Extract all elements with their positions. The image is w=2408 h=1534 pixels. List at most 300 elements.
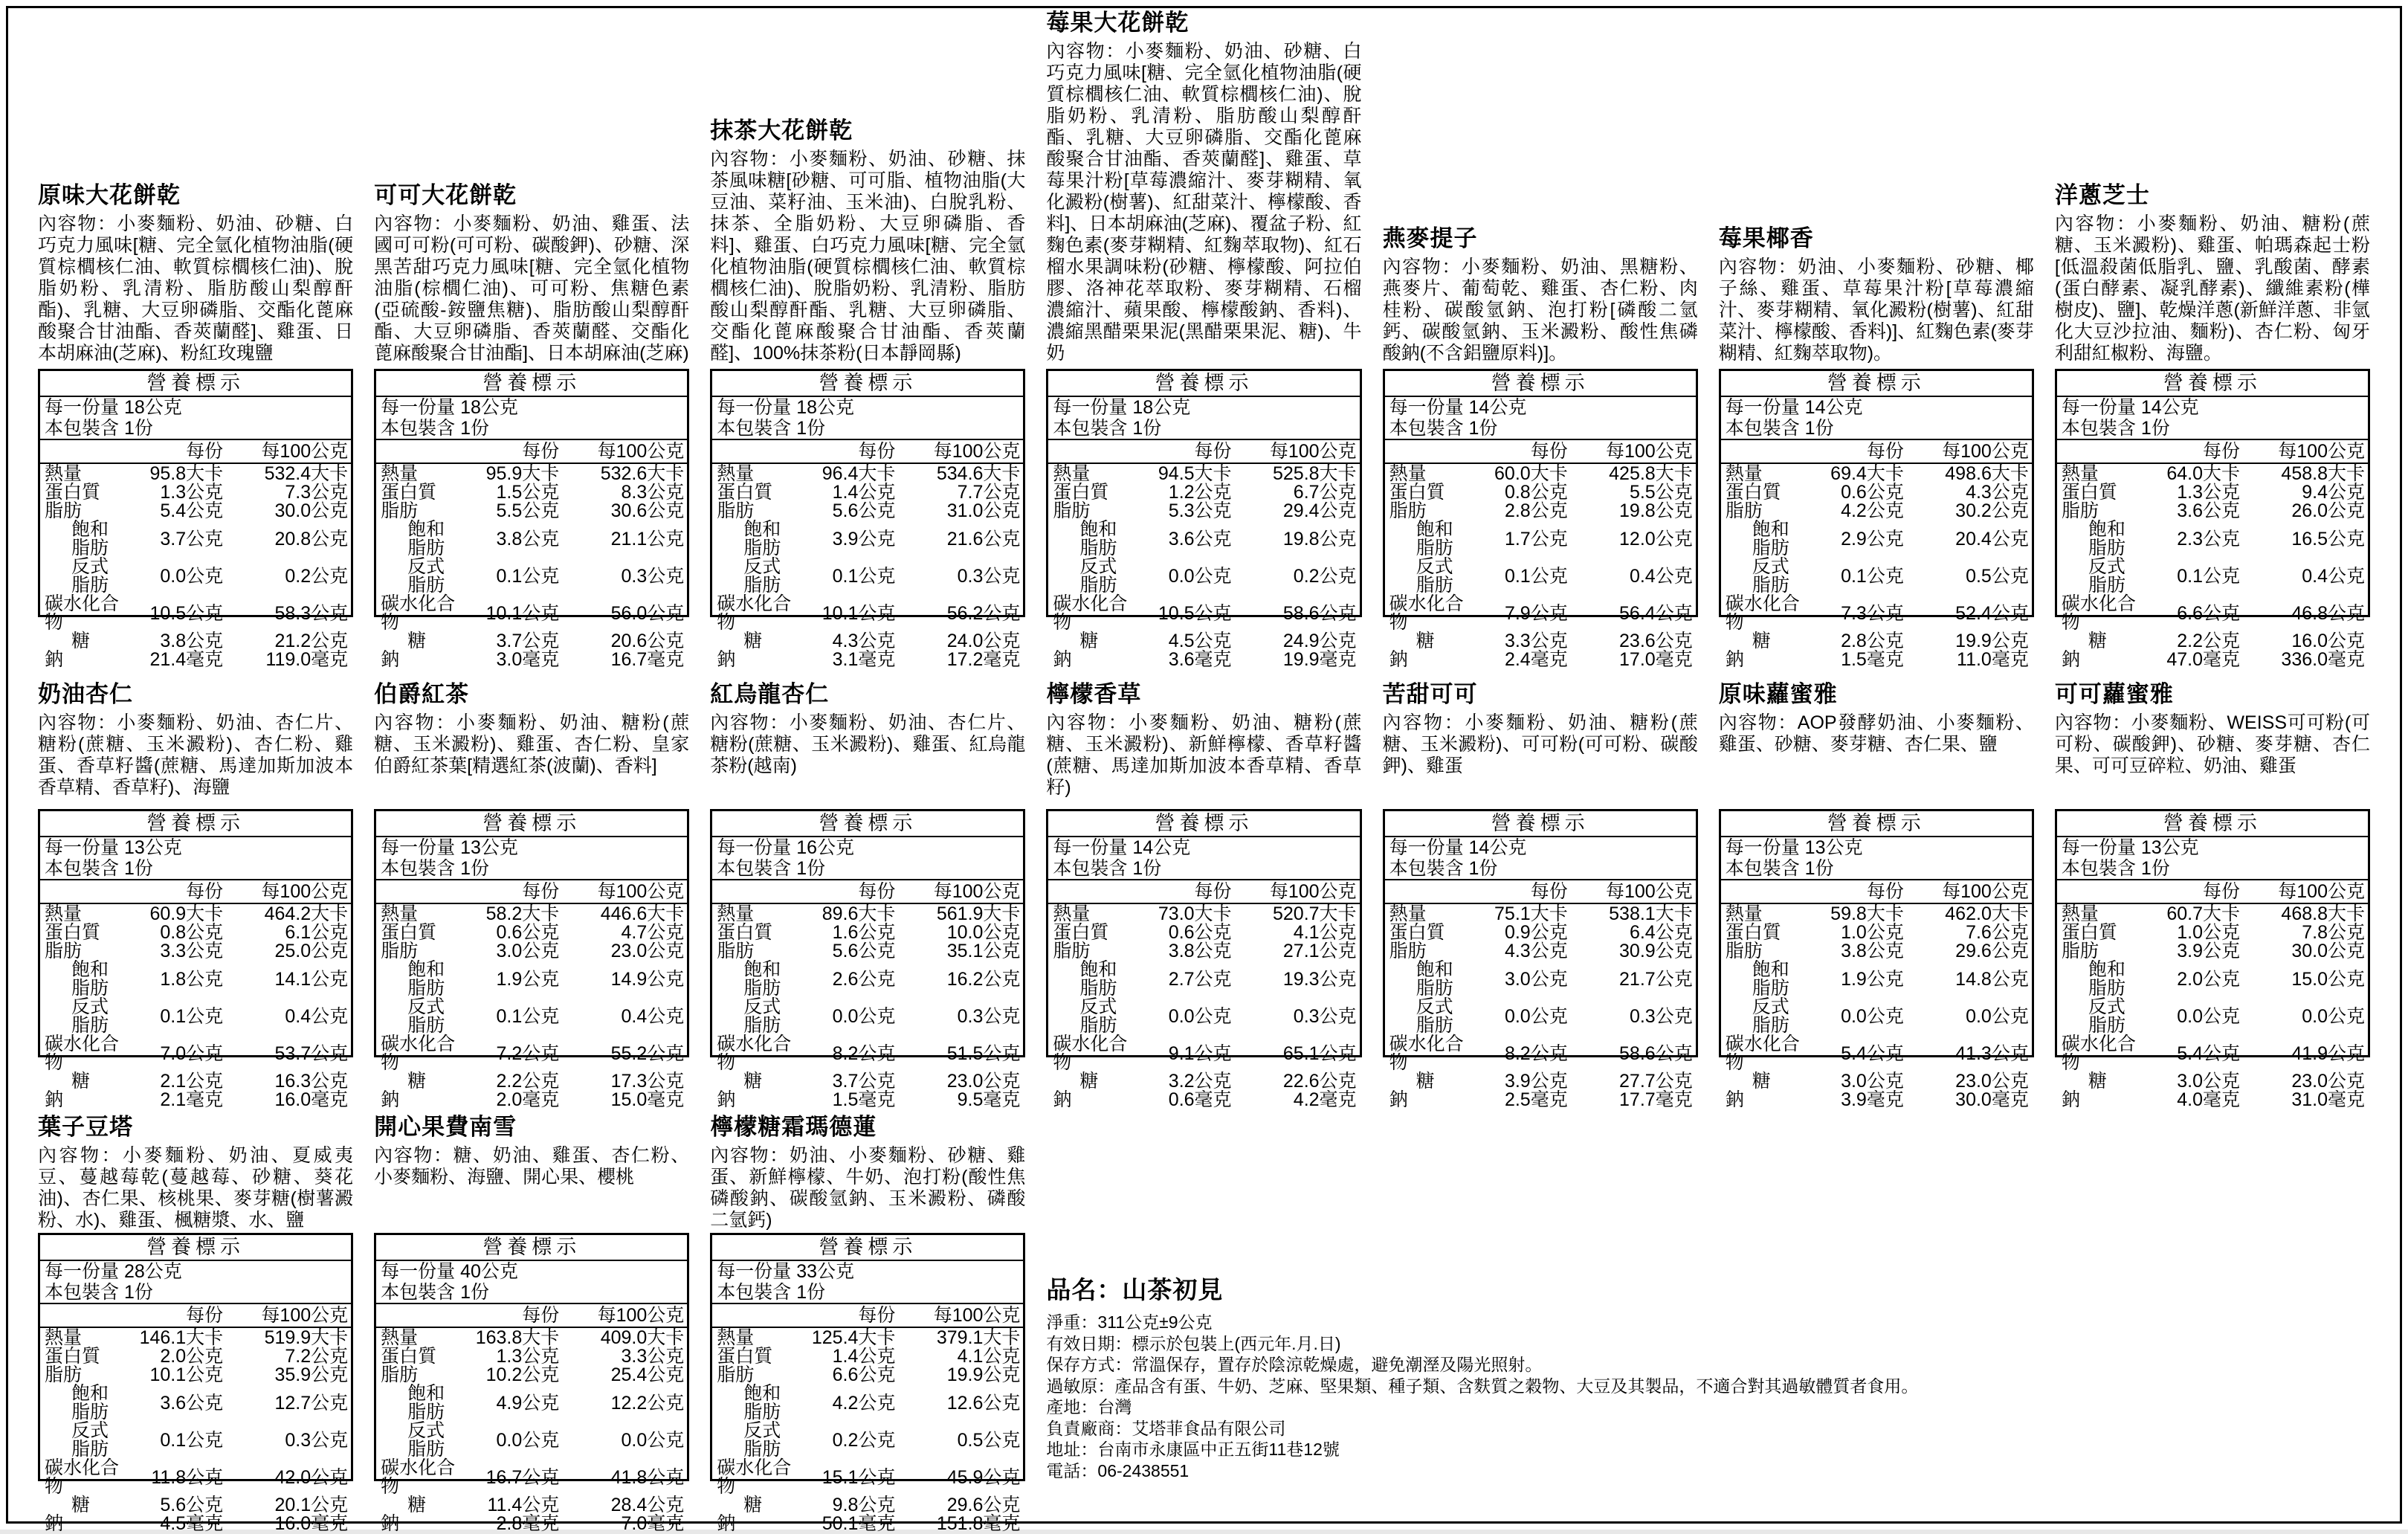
row-label: 反式脂肪 [407,556,445,596]
nutrition-row-fat [1389,942,1693,961]
package-line [381,858,687,879]
value-per-100g: 6.1公克 [285,922,349,943]
value-per-serving: 5.6公克 [832,941,896,961]
serving-size-label: 每一份量 [717,837,792,858]
nutrition-row-calories [2062,905,2365,924]
product-info-block [1046,1057,2370,1481]
value-per-serving: 0.1公克 [832,565,896,587]
column-spacer [40,440,119,463]
row-label: 熱量 [2061,903,2099,924]
nutrition-row-trans-fat [1053,998,1356,1035]
row-label: 鈉 [717,649,736,670]
value-per-100g: 19.8公克 [1619,500,1693,521]
value-per-serving: 1.7公克 [1504,528,1568,550]
serving-size-line [1053,397,1359,418]
value-per-serving: 2.0公克 [2177,968,2240,990]
nutrition-row-protein [381,924,684,942]
value-per-serving: 1.5毫克 [1841,649,1904,670]
column-spacer [1385,440,1464,463]
package-value: 1份 [460,858,490,879]
nutrition-column-headers [1385,880,1696,904]
row-label: 鈉 [45,1513,64,1534]
value-per-serving: 0.1公克 [160,1005,224,1027]
value-per-serving: 3.9公克 [1504,1071,1568,1092]
row-label: 飽和脂肪 [407,959,445,999]
nutrition-table-title: 營養標示 [1385,371,1696,397]
nutrition-row-calories [1726,465,2029,483]
value-per-serving: 3.9公克 [832,528,896,550]
nutrition-row-saturated-fat [1726,521,2029,558]
value-per-100g: 0.5公克 [1966,565,2029,587]
row-label: 碳水化合物 [1725,1034,1800,1073]
product-ingredients: 內容物：奶油、小麥麵粉、砂糖、椰子絲、雞蛋、草莓果汁粉[草莓濃縮汁、麥芽糊精、氧化澱粉(樹薯)、紅甜菜汁、檸檬酸、香料)]、紅麴色素(麥芽糊精、紅麴萃取物)。 [1718,257,2034,364]
column-per-serving: 每份 [186,881,224,902]
value-per-100g: 532.6大卡 [600,463,685,484]
serving-size-label: 每一份量 [45,837,120,858]
value-per-100g: 468.8大卡 [2281,903,2365,924]
serving-section [40,1261,351,1304]
column-spacer [712,440,791,463]
value-per-100g: 0.3公克 [621,565,685,587]
row-label: 脂肪 [1725,500,1763,521]
value-per-serving: 64.0大卡 [2166,463,2240,484]
package-line [2062,858,2368,879]
value-per-serving: 125.4大卡 [811,1327,896,1348]
row-label: 糖 [1752,631,1771,651]
row-label: 碳水化合物 [1053,593,1128,633]
value-per-100g: 20.6公克 [610,631,685,651]
column-per-serving: 每份 [522,881,560,902]
product-text-block [1719,8,2034,364]
package-value: 1份 [796,418,826,439]
nutrition-row-fat [381,942,684,961]
value-per-serving: 0.6公克 [1841,482,1904,503]
serving-size-label: 每一份量 [1389,397,1464,418]
value-per-100g: 519.9大卡 [264,1327,349,1348]
value-per-100g: 9.4公克 [2302,482,2365,503]
row-label: 熱量 [45,903,83,924]
product-ingredients: 內容物：小麥麵粉、奶油、雞蛋、法國可可粉(可可粉、碳酸鉀)、砂糖、深黑苦甜巧克力風味[糖、完全氫化植物油脂(棕櫚仁油)、可可粉、焦糖色素(亞硫酸-銨鹽焦糖)、脂肪酸山梨醇酐酯、大豆卵磷脂、香莢蘭醛、交酯化蓖麻酸聚合甘油酯]、日本胡麻油(芝麻) [374,213,690,364]
value-per-100g: 19.9毫克 [1282,649,1357,670]
row-label: 碳水化合物 [381,1457,456,1497]
row-label: 脂肪 [45,1364,83,1385]
value-per-serving: 95.9大卡 [485,463,560,484]
nutrition-table [710,369,1025,670]
row-label: 反式脂肪 [407,996,445,1036]
package-label: 本包裝含 [2061,858,2136,879]
nutrition-row-fat [1053,942,1356,961]
serving-size-line [2062,397,2368,418]
nutrition-row-sodium [381,1515,684,1533]
product-text-block [374,1057,689,1233]
value-per-serving: 3.3公克 [1504,631,1568,651]
nutrition-table [1383,369,1698,670]
nutrition-rows [712,1328,1023,1534]
serving-section [1385,397,1696,440]
nutrition-row-protein [717,483,1020,502]
nutrition-table [1719,369,2034,670]
serving-size-line [717,1261,1023,1282]
row-label: 糖 [71,631,91,651]
value-per-100g: 31.0毫克 [2291,1089,2365,1110]
value-per-serving: 60.7大卡 [2166,903,2240,924]
row-label: 熱量 [1725,463,1763,484]
value-per-serving: 0.1公克 [2177,565,2240,587]
row-label: 熱量 [717,463,755,484]
package-label: 本包裝含 [1725,418,1800,439]
nutrition-table-title: 營養標示 [1721,371,2032,397]
row-label: 蛋白質 [45,922,101,943]
row-label: 反式脂肪 [743,1420,781,1460]
nutrition-row-fat [45,942,348,961]
value-per-serving: 2.8毫克 [496,1513,560,1534]
value-per-serving: 10.5公克 [149,602,224,624]
product-card [1718,617,2034,1110]
value-per-serving: 3.8公克 [496,528,560,550]
row-label: 蛋白質 [381,1346,437,1367]
column-spacer [2057,880,2136,903]
product-ingredients: 內容物：糖、奶油、雞蛋、杏仁粉、小麥麵粉、海鹽、開心果、櫻桃 [374,1145,690,1187]
value-per-serving: 2.6公克 [832,968,896,990]
value-per-100g: 119.0毫克 [265,649,349,670]
row-label: 糖 [1416,1071,1435,1092]
column-per-100g: 每100公克 [1942,881,2029,902]
info-address: 地址：台南市永康區中正五街11巷12號 [1046,1440,1340,1459]
nutrition-table [1046,809,1361,1110]
package-line [45,858,351,879]
nutrition-column-headers [2057,440,2368,464]
column-spacer [40,880,119,903]
nutrition-row-calories [717,465,1020,483]
value-per-100g: 458.8大卡 [2281,463,2365,484]
row-label: 脂肪 [1389,941,1427,961]
nutrition-column-headers [2057,880,2368,904]
value-per-100g: 0.0公克 [1966,1005,2029,1027]
row-label: 碳水化合物 [1053,1034,1128,1073]
value-per-100g: 53.7公克 [274,1042,349,1064]
column-per-100g: 每100公克 [261,881,349,902]
nutrition-row-fat [1726,502,2029,521]
value-per-serving: 3.0公克 [1504,968,1568,990]
serving-size-value: 14公克 [1468,397,1527,418]
serving-size-value: 13公克 [460,837,518,858]
product-text-block [38,617,353,809]
value-per-serving: 0.2公克 [832,1429,896,1451]
value-per-serving: 146.1大卡 [139,1327,224,1348]
nutrition-row-protein [1389,483,1693,502]
package-line [717,858,1023,879]
row-label: 飽和脂肪 [71,519,109,558]
product-ingredients: 內容物：小麥麵粉、WEISS可可粉(可可粉、碳酸鉀)、砂糖、麥芽糖、杏仁果、可可豆碎粒、奶油、雞蛋 [2054,712,2370,776]
nutrition-table-title: 營養標示 [1048,811,1359,837]
value-per-100g: 30.9公克 [1619,941,1693,961]
nutrition-row-protein [45,483,348,502]
value-per-100g: 4.7公克 [621,922,685,943]
nutrition-table [1719,809,2034,1110]
serving-section [1385,837,1696,880]
value-per-100g: 23.0公克 [946,1071,1021,1092]
nutrition-row-saturated-fat [717,961,1020,998]
info-allergen: 過敏原：產品含有蛋、牛奶、芝麻、堅果類、種子類、含麩質之穀物、大豆及其製品，不適合對其過敏體質者食用。 [1046,1376,1919,1396]
product-title: 葉子豆塔 [38,1114,133,1140]
product-card [1046,617,1362,1110]
serving-section [712,397,1023,440]
package-value: 1份 [1468,858,1498,879]
row-label: 熱量 [1725,903,1763,924]
nutrition-row-saturated-fat [45,521,348,558]
value-per-100g: 27.1公克 [1282,941,1357,961]
column-per-100g: 每100公克 [933,881,1021,902]
value-per-serving: 10.5公克 [1158,602,1232,624]
nutrition-column-headers [40,880,351,904]
nutrition-row-carbs [717,1459,1020,1496]
product-row-2 [8,617,2400,1110]
serving-size-label: 每一份量 [381,837,456,858]
value-per-100g: 30.0公克 [2291,941,2365,961]
info-manufacturer: 負責廠商：艾塔菲食品有限公司 [1046,1418,1286,1438]
product-text-block [374,617,689,809]
value-per-serving: 15.1公克 [822,1466,896,1488]
package-label: 本包裝含 [1725,858,1800,879]
row-label: 蛋白質 [1725,482,1781,503]
nutrition-table [1383,809,1698,1110]
column-spacer [1721,440,1800,463]
value-per-serving: 1.8公克 [160,968,224,990]
info-phone: 電話：06-2438551 [1046,1460,1190,1480]
value-per-serving: 69.4大卡 [1830,463,1904,484]
value-per-serving: 11.4公克 [487,1495,560,1515]
value-per-serving: 1.3公克 [496,1346,560,1367]
serving-size-label: 每一份量 [1725,397,1800,418]
serving-section [376,397,687,440]
row-label: 反式脂肪 [2088,996,2125,1036]
value-per-serving: 5.4公克 [1841,1042,1904,1064]
value-per-100g: 56.0公克 [610,602,685,624]
row-label: 脂肪 [1389,500,1427,521]
row-label: 碳水化合物 [2061,1034,2136,1073]
value-per-100g: 20.1公克 [274,1495,349,1515]
row-label: 脂肪 [45,500,83,521]
value-per-serving: 5.3公克 [1168,500,1232,521]
column-per-serving: 每份 [858,881,896,902]
value-per-serving: 1.9公克 [496,968,560,990]
nutrition-row-protein [2062,483,2365,502]
value-per-100g: 16.0公克 [2291,631,2365,651]
row-label: 脂肪 [2061,500,2099,521]
value-per-100g: 6.4公克 [1629,922,1693,943]
package-label: 本包裝含 [45,418,120,439]
nutrition-table-title: 營養標示 [1385,811,1696,837]
column-per-100g: 每100公克 [1605,881,1693,902]
value-per-serving: 8.2公克 [1504,1042,1568,1064]
value-per-100g: 16.5公克 [2291,528,2365,550]
row-label: 脂肪 [1053,500,1091,521]
column-per-serving: 每份 [858,1305,896,1326]
column-spacer [712,1304,791,1327]
value-per-serving: 4.5公克 [1168,631,1232,651]
nutrition-table-title: 營養標示 [712,1235,1023,1261]
nutrition-row-trans-fat [717,998,1020,1035]
row-label: 碳水化合物 [1725,593,1800,633]
value-per-100g: 30.2公克 [1955,500,2029,521]
value-per-100g: 16.2公克 [946,968,1021,990]
value-per-serving: 3.0公克 [2177,1071,2240,1092]
value-per-100g: 12.2公克 [610,1392,685,1414]
value-per-serving: 7.0公克 [160,1042,224,1064]
product-card [38,8,354,670]
row-label: 鈉 [381,649,400,670]
product-text-block [710,617,1025,809]
package-line [2062,418,2368,439]
value-per-100g: 12.7公克 [274,1392,349,1414]
value-per-100g: 534.6大卡 [936,463,1021,484]
nutrition-table [374,369,689,670]
value-per-100g: 0.4公克 [285,1005,349,1027]
product-title: 可可蘿蜜雅 [2054,681,2174,707]
nutrition-table-title: 營養標示 [712,811,1023,837]
value-per-serving: 2.8公克 [1504,500,1568,521]
nutrition-row-trans-fat [381,998,684,1035]
serving-size-line [1726,837,2032,858]
column-spacer [376,880,455,903]
value-per-serving: 1.9公克 [1841,968,1904,990]
value-per-serving: 1.0公克 [1841,922,1904,943]
column-per-100g: 每100公克 [1269,881,1357,902]
value-per-serving: 1.4公克 [832,1346,896,1367]
nutrition-row-fat [717,1366,1020,1385]
serving-size-label: 每一份量 [717,397,792,418]
value-per-serving: 10.1公克 [149,1364,224,1385]
nutrition-row-protein [45,1347,348,1366]
serving-section [376,837,687,880]
value-per-100g: 25.0公克 [274,941,349,961]
value-per-serving: 1.0公克 [2177,922,2240,943]
value-per-serving: 0.0公克 [160,565,224,587]
serving-size-label: 每一份量 [45,397,120,418]
nutrition-row-trans-fat [1389,558,1693,595]
column-per-100g: 每100公克 [1605,441,1693,462]
value-per-serving: 3.1毫克 [832,649,896,670]
product-row-1 [8,8,2400,670]
row-label: 脂肪 [717,1364,755,1385]
value-per-100g: 58.6公克 [1619,1042,1693,1064]
package-label: 本包裝含 [45,858,120,879]
serving-size-label: 每一份量 [381,397,456,418]
serving-section [712,837,1023,880]
product-title: 原味大花餅乾 [38,182,181,208]
row-label: 脂肪 [717,500,755,521]
value-per-100g: 0.4公克 [2302,565,2365,587]
row-label: 飽和脂肪 [2088,519,2125,558]
value-per-100g: 538.1大卡 [1609,903,1693,924]
value-per-100g: 46.8公克 [2291,602,2365,624]
nutrition-column-headers [1721,880,2032,904]
product-title: 莓果大花餅乾 [1046,10,1190,36]
value-per-100g: 0.0公克 [621,1429,685,1451]
product-card [1718,8,2034,670]
nutrition-row-protein [381,1347,684,1366]
serving-size-line [1726,397,2032,418]
value-per-100g: 462.0大卡 [1945,903,2029,924]
value-per-100g: 379.1大卡 [936,1327,1021,1348]
value-per-serving: 4.2公克 [832,1392,896,1414]
value-per-100g: 14.1公克 [274,968,349,990]
value-per-100g: 0.3公克 [957,1005,1021,1027]
value-per-100g: 7.6公克 [1966,922,2029,943]
row-label: 碳水化合物 [1389,1034,1464,1073]
value-per-serving: 9.8公克 [832,1495,896,1515]
row-label: 蛋白質 [45,482,101,503]
nutrition-rows [40,1328,351,1534]
product-text-block [710,8,1025,364]
row-label: 碳水化合物 [1389,593,1464,633]
nutrition-table-title: 營養標示 [40,1235,351,1261]
nutrition-column-headers [712,880,1023,904]
value-per-100g: 19.9公克 [1955,631,2029,651]
value-per-100g: 24.0公克 [946,631,1021,651]
value-per-100g: 532.4大卡 [264,463,349,484]
value-per-serving: 73.0大卡 [1158,903,1232,924]
row-label: 鈉 [1389,649,1408,670]
serving-size-line [45,837,351,858]
value-per-100g: 21.7公克 [1619,968,1693,990]
row-label: 反式脂肪 [2088,556,2125,596]
nutrition-row-calories [1726,905,2029,924]
nutrition-row-calories [45,465,348,483]
column-per-100g: 每100公克 [933,1305,1021,1326]
serving-size-value: 18公克 [1132,397,1191,418]
nutrition-row-calories [381,905,684,924]
value-per-serving: 0.0公克 [1841,1005,1904,1027]
value-per-100g: 14.9公克 [610,968,685,990]
column-per-100g: 每100公克 [261,441,349,462]
value-per-100g: 16.7毫克 [610,649,685,670]
value-per-serving: 3.3公克 [160,941,224,961]
value-per-serving: 75.1大卡 [1494,903,1568,924]
value-per-serving: 3.6公克 [160,1392,224,1414]
nutrition-table [1046,369,1361,670]
nutrition-row-saturated-fat [717,521,1020,558]
serving-size-value: 18公克 [796,397,855,418]
nutrition-row-calories [2062,465,2365,483]
row-label: 糖 [407,631,427,651]
value-per-serving: 1.5毫克 [832,1089,896,1110]
nutrition-row-calories [45,1329,348,1347]
nutrition-row-calories [717,1329,1020,1347]
column-per-100g: 每100公克 [597,441,685,462]
value-per-100g: 58.6公克 [1282,602,1357,624]
row-label: 糖 [1079,631,1099,651]
value-per-serving: 2.1毫克 [160,1089,224,1110]
row-label: 脂肪 [381,941,419,961]
value-per-serving: 2.9公克 [1841,528,1904,550]
value-per-100g: 4.2毫克 [1293,1089,1357,1110]
row-label: 飽和脂肪 [1416,519,1453,558]
value-per-serving: 2.1公克 [160,1071,224,1092]
value-per-100g: 30.0毫克 [1955,1089,2029,1110]
nutrition-row-sugar [717,1496,1020,1515]
row-label: 鈉 [717,1089,736,1110]
product-card [2054,617,2370,1110]
nutrition-row-trans-fat [717,1422,1020,1459]
product-name-line: 品名：山茶初見 [1046,1276,1224,1303]
row-label: 碳水化合物 [717,1457,792,1497]
product-text-block [1046,8,1361,364]
serving-size-line [1389,837,1696,858]
row-label: 飽和脂肪 [1752,959,1789,999]
nutrition-row-saturated-fat [2062,521,2365,558]
row-label: 飽和脂肪 [407,519,445,558]
